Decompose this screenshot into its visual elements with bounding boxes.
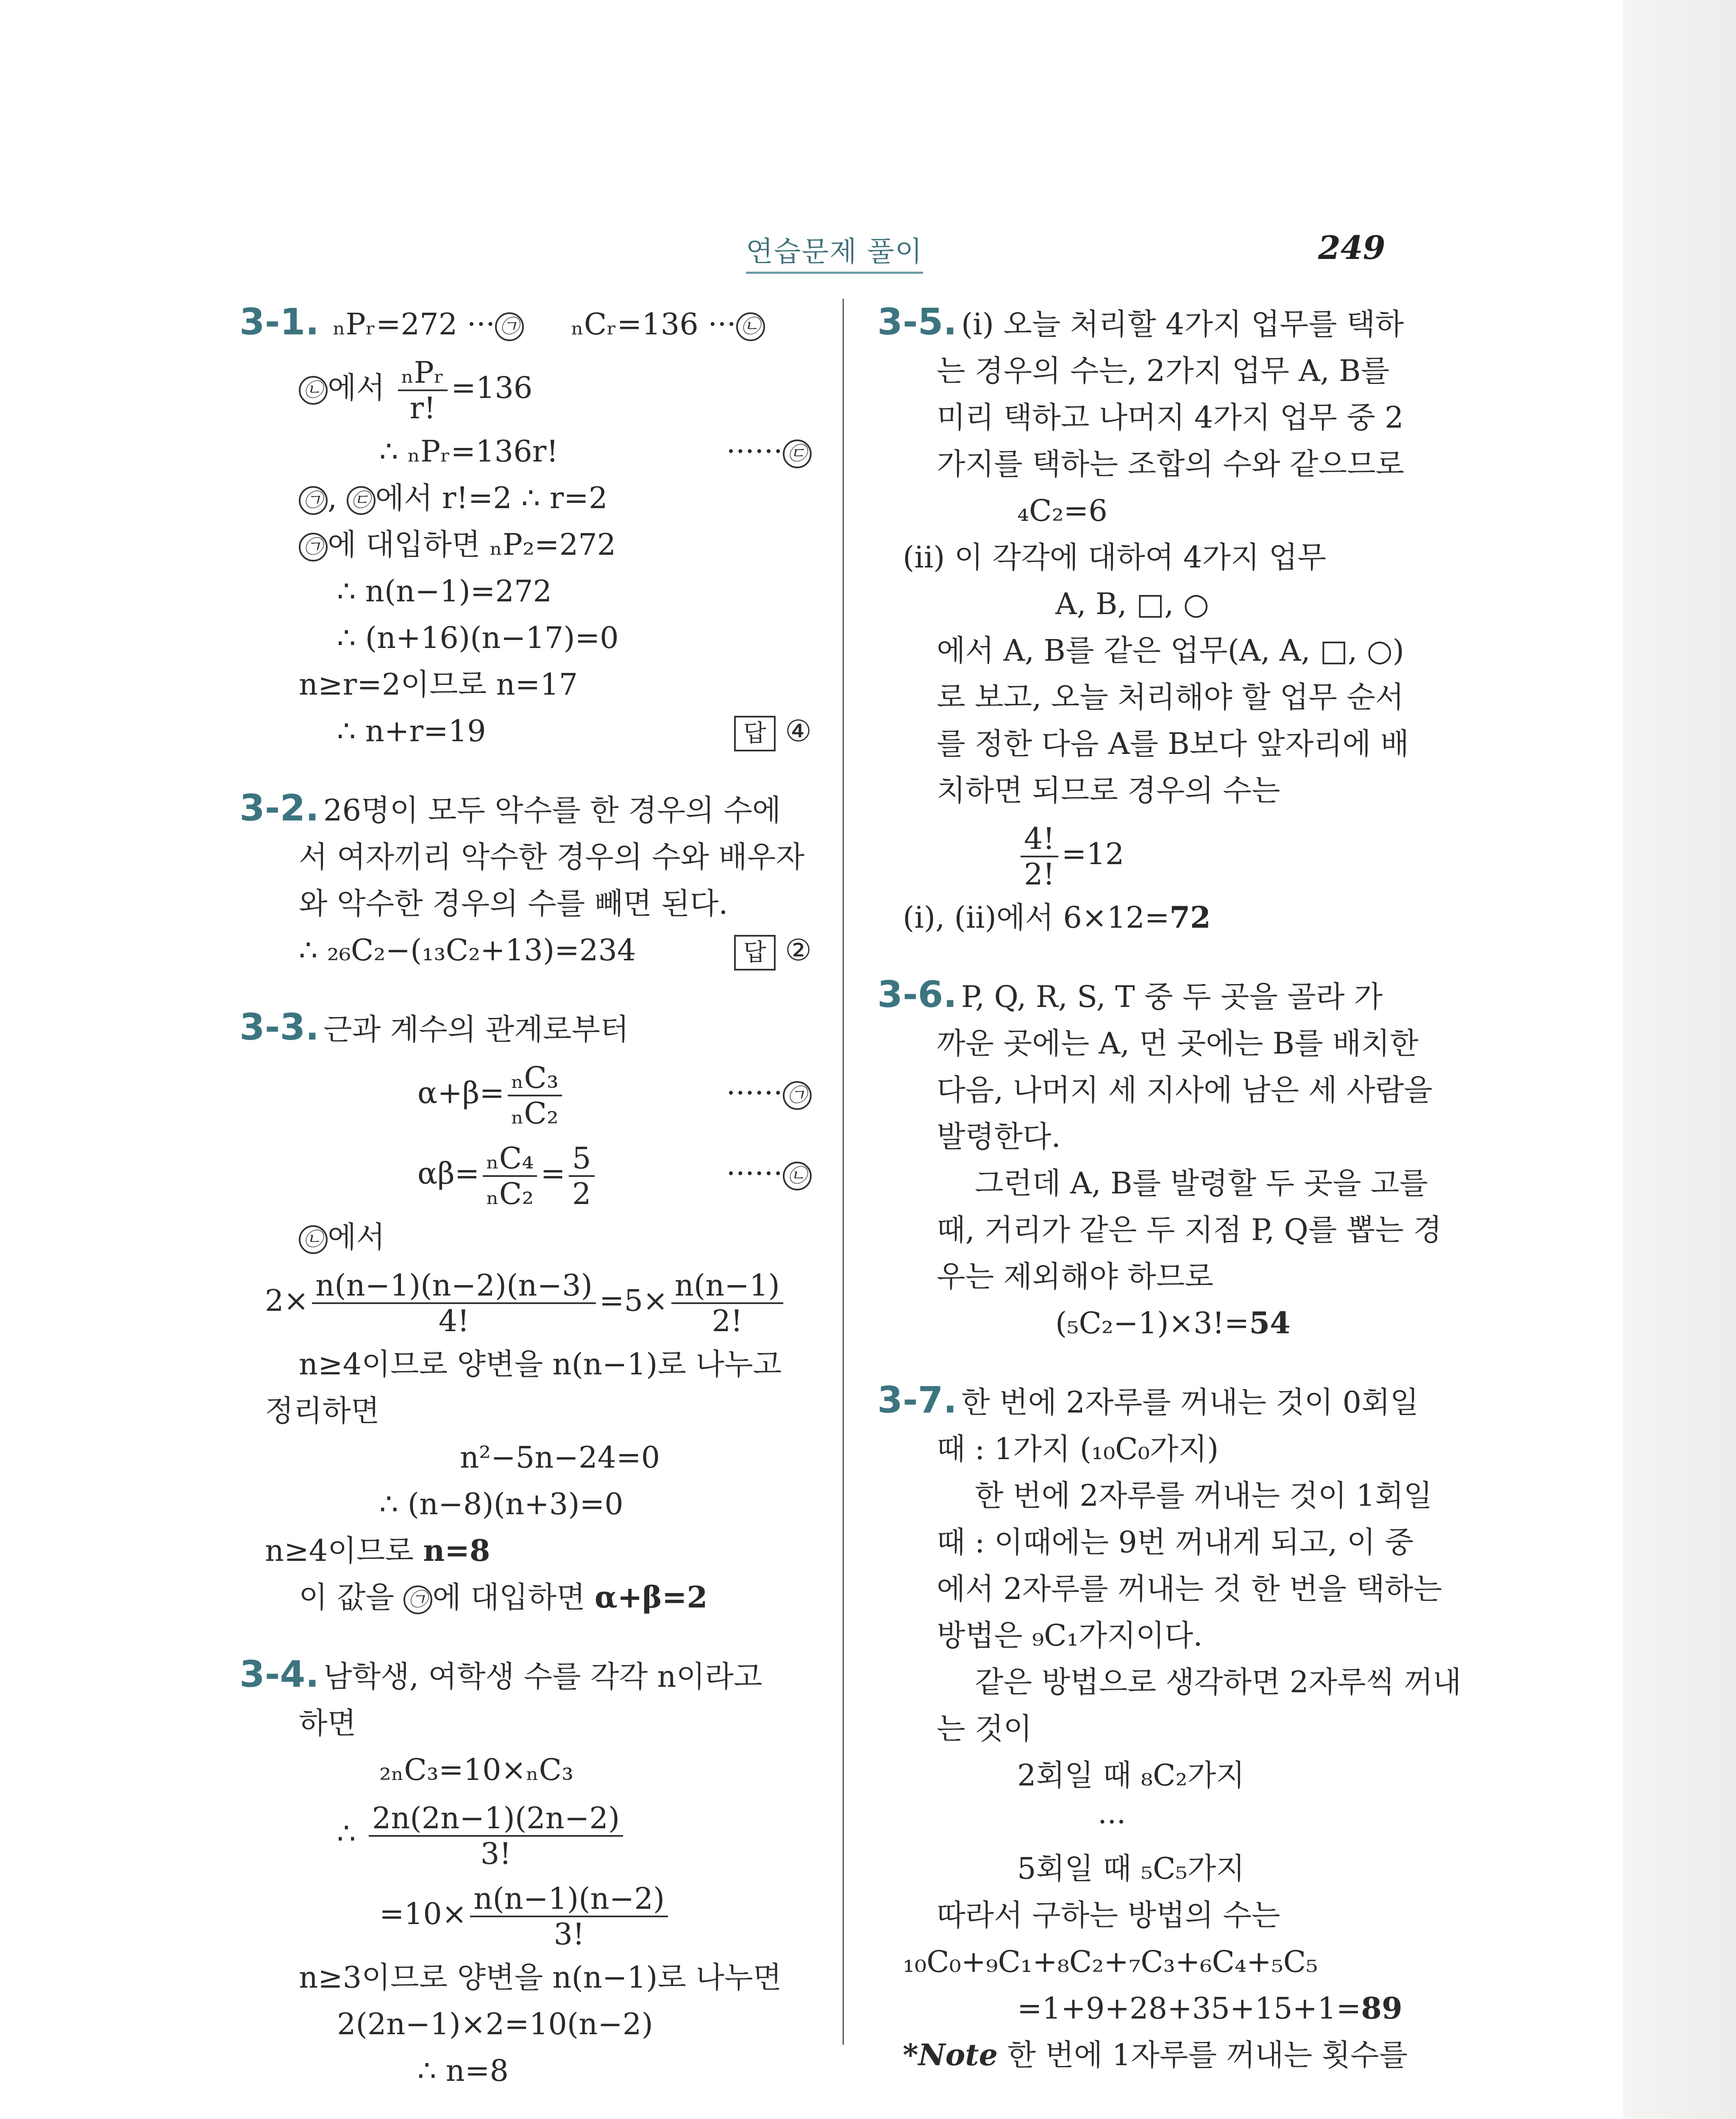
line: [877, 1985, 1471, 2032]
dots: ······: [726, 1156, 783, 1191]
right-column: [877, 299, 1471, 2109]
line: [877, 971, 1471, 1020]
line: [877, 814, 1471, 894]
fraction: [312, 1268, 596, 1338]
line: 에서 2자루를 꺼내는 것 한 번을 택하는: [937, 1571, 1442, 1606]
line: [239, 1651, 820, 1700]
problem-3-1: [239, 299, 820, 754]
fraction-denominator: 4!: [438, 1304, 470, 1338]
line: 때, 거리가 같은 두 지점 P, Q를 뽑는 경: [937, 1212, 1442, 1247]
line: 그런데 A, B를 발령할 두 곳을 고를: [975, 1166, 1428, 1201]
equation: α+β=: [417, 1076, 505, 1110]
running-head: 연습문제 풀이: [746, 229, 923, 274]
text: 이 값을: [299, 1580, 404, 1615]
fraction-numerator: ₙC₃: [508, 1061, 562, 1096]
answer-value: ④: [785, 714, 812, 748]
line: [239, 299, 820, 348]
line: 방법은 ₉C₁가지이다.: [937, 1618, 1203, 1653]
line: 와 악수한 경우의 수를 빼면 된다.: [299, 886, 728, 921]
text: (i), (ii)에서 6×12=: [903, 900, 1170, 935]
equation: =5×: [599, 1283, 668, 1318]
line: 다음, 나머지 세 지사에 남은 세 사람을: [937, 1073, 1433, 1107]
fraction: [470, 1882, 668, 1951]
equation: =1+9+28+35+15+1=: [1017, 1991, 1361, 2026]
line: 미리 택하고 나머지 4가지 업무 중 2: [937, 400, 1404, 435]
text: n≥4이므로: [265, 1533, 423, 1568]
fraction-denominator: 2!: [1024, 857, 1055, 892]
result: 89: [1361, 1991, 1402, 2026]
line: [239, 1260, 820, 1341]
fraction-numerator: ₙPᵣ: [398, 356, 448, 391]
line: [239, 1527, 820, 1574]
line: 는 것이: [937, 1711, 1032, 1746]
equation: 에 대입하면 ₙP₂=272: [328, 527, 616, 562]
text: P, Q, R, S, T 중 두 곳을 골라 가: [961, 979, 1383, 1014]
equation: αβ=: [417, 1156, 480, 1191]
text: (i) 오늘 처리할 4가지 업무를 택하: [961, 307, 1404, 342]
line: n≥4이므로 양변을 n(n−1)로 나누고: [299, 1347, 782, 1382]
equals: =: [540, 1156, 565, 1191]
problem-number: 3-2.: [239, 787, 320, 829]
circle-label-1: ㉠: [403, 1585, 432, 1614]
answer-value: ②: [785, 933, 812, 968]
line: 때 : 1가지 (₁₀C₀가지): [937, 1432, 1219, 1466]
note-line: [877, 2032, 1471, 2078]
equation: ∴ ₙPᵣ=136r!: [379, 434, 559, 469]
line: 하면: [299, 1706, 356, 1741]
line: n≥r=2이므로 n=17: [299, 667, 578, 702]
circle-label-3: ㉢: [347, 486, 376, 515]
fraction-numerator: n(n−1)(n−2)(n−3): [312, 1268, 596, 1304]
line: [239, 1874, 820, 1954]
line: [239, 927, 820, 973]
circle-label-1: ㉠: [783, 1081, 812, 1110]
circle-label-3: ㉢: [783, 439, 812, 468]
problem-3-4: [239, 1651, 820, 2094]
fraction-numerator: 5: [569, 1141, 595, 1177]
line: 2(2n−1)×2=10(n−2): [337, 2007, 653, 2041]
circle-label-2: ㉡: [299, 376, 328, 405]
text: 에서: [328, 370, 385, 405]
line: [239, 1133, 820, 1214]
line: [877, 299, 1471, 348]
fraction: [671, 1268, 783, 1338]
fraction-denominator: r!: [409, 391, 436, 425]
line: 같은 방법으로 생각하면 2자루씩 꺼내: [975, 1665, 1461, 1699]
circle-label-1: ㉠: [495, 312, 524, 341]
line: [239, 1793, 820, 1874]
problem-3-6: [877, 971, 1471, 1346]
text: ,: [328, 481, 347, 515]
fraction-denominator: 3!: [554, 1917, 585, 1952]
problem-number: 3-3.: [239, 1006, 320, 1048]
equation-label: [726, 428, 812, 475]
note-label: *Note: [903, 2037, 998, 2072]
fraction-numerator: ₙC₄: [483, 1141, 537, 1177]
line: 는 경우의 수는, 2가지 업무 A, B를: [937, 353, 1390, 388]
equation: ∴: [337, 1816, 365, 1851]
answer: [734, 927, 812, 973]
problem-number: 3-5.: [877, 301, 957, 343]
line: [239, 1214, 820, 1260]
problem-3-7: [877, 1377, 1471, 2078]
line: 따라서 구하는 방법의 수는: [937, 1898, 1280, 1933]
line: 5회일 때 ₅C₅가지: [1017, 1851, 1245, 1886]
page-edge-shade: [1623, 0, 1736, 2119]
fraction: [483, 1141, 537, 1211]
equation: =10×: [379, 1897, 467, 1931]
result: n=8: [423, 1533, 490, 1568]
problem-3-3: [239, 1004, 820, 1621]
line: [239, 475, 820, 521]
result: α+β=2: [594, 1580, 708, 1615]
line: n≥3이므로 양변을 n(n−1)로 나누면: [299, 1960, 782, 1995]
line: 치하면 되므로 경우의 수는: [937, 773, 1280, 808]
line: 발령한다.: [937, 1119, 1061, 1154]
circle-label-1: ㉠: [299, 533, 328, 562]
line: [239, 785, 820, 834]
problem-number: 3-6.: [877, 973, 957, 1016]
line: ∴ n(n−1)=272: [337, 574, 552, 609]
line: [239, 708, 820, 754]
fraction: [398, 356, 448, 425]
line: [877, 1300, 1471, 1346]
equation: ∴ n+r=19: [337, 714, 486, 748]
line: ∴ n=8: [417, 2053, 509, 2088]
page-number: 249: [1318, 229, 1385, 267]
line: 한 번에 2자루를 꺼내는 것이 1회일: [975, 1478, 1433, 1513]
note-text: 한 번에 1자루를 꺼내는 횟수를: [998, 2038, 1408, 2072]
fraction-denominator: 2!: [712, 1304, 743, 1338]
circle-label-2: ㉡: [783, 1162, 812, 1190]
problem-number: 3-4.: [239, 1653, 320, 1696]
equation: 에서 r!=2 ∴ r=2: [375, 481, 608, 515]
fraction-denominator: 2: [572, 1176, 591, 1211]
left-column: [239, 299, 820, 2119]
line: ∴ (n+16)(n−17)=0: [337, 620, 619, 655]
fraction-numerator: n(n−1)(n−2): [470, 1882, 668, 1917]
line: ₂ₙC₃=10×ₙC₃: [379, 1752, 574, 1787]
equation: ∴ ₂₆C₂−(₁₃C₂+13)=234: [299, 933, 636, 968]
result: 72: [1169, 900, 1211, 935]
line: [239, 521, 820, 568]
text: 에서: [328, 1220, 385, 1254]
line: [239, 1004, 820, 1053]
equation: ₙCᵣ=136 ···: [571, 307, 736, 342]
circle-label-2: ㉡: [736, 312, 765, 341]
equation: =136: [451, 370, 533, 405]
line: [877, 1377, 1471, 1426]
line: ₄C₂=6: [1017, 493, 1107, 528]
line: [239, 348, 820, 428]
column-divider: [843, 299, 844, 2045]
line: 까운 곳에는 A, 먼 곳에는 B를 배치한: [937, 1026, 1419, 1061]
problem-number: 3-1.: [239, 301, 320, 343]
fraction-denominator: 3!: [480, 1836, 512, 1871]
line: ₁₀C₀+₉C₁+₈C₂+₇C₃+₆C₄+₅C₅: [903, 1944, 1318, 1979]
dots: ······: [726, 434, 783, 469]
line: 때 : 이때에는 9번 꺼내게 되고, 이 중: [937, 1525, 1414, 1560]
equation: (₅C₂−1)×3!=: [1055, 1306, 1249, 1340]
text: 26명이 모두 악수를 한 경우의 수에: [323, 793, 781, 828]
text: 남학생, 여학생 수를 각각 n이라고: [323, 1659, 762, 1694]
circle-label-1: ㉠: [299, 486, 328, 515]
line: [239, 428, 820, 475]
dots: ······: [726, 1076, 783, 1110]
line: 로 보고, 오늘 처리해야 할 업무 순서: [937, 680, 1404, 715]
line: A, B, □, ○: [1055, 587, 1209, 621]
line: [239, 1053, 820, 1133]
line: 서 여자끼리 악수한 경우의 수와 배우자: [299, 840, 805, 874]
line: 가지를 택하는 조합의 수와 같으므로: [937, 447, 1405, 481]
fraction-numerator: n(n−1): [671, 1268, 783, 1304]
fraction: [569, 1141, 595, 1211]
fraction-numerator: 2n(2n−1)(2n−2): [369, 1801, 623, 1837]
result: 54: [1249, 1305, 1291, 1340]
fraction: [369, 1801, 623, 1871]
answer-label: 답: [734, 716, 776, 751]
text: 에 대입하면: [432, 1580, 595, 1615]
equation-label: [726, 1053, 812, 1133]
line: 를 정한 다음 A를 B보다 앞자리에 배: [937, 726, 1409, 761]
line: 정리하면: [265, 1393, 380, 1428]
line: 2회일 때 ₈C₂가지: [1017, 1758, 1245, 1793]
circle-label-2: ㉡: [299, 1225, 328, 1254]
answer: [734, 708, 812, 754]
equation-label: [726, 1133, 812, 1214]
line: 에서 A, B를 같은 업무(A, A, □, ○): [937, 633, 1405, 668]
equation: 2×: [265, 1283, 309, 1318]
fraction: [508, 1061, 562, 1130]
answer-label: 답: [734, 935, 776, 971]
problem-3-5: [877, 299, 1471, 941]
text: 근과 계수의 관계로부터: [323, 1012, 629, 1047]
line: (ii) 이 각각에 대하여 4가지 업무: [903, 540, 1327, 575]
line: [877, 894, 1471, 941]
line: 우는 제외해야 하므로: [937, 1259, 1214, 1294]
text: 한 번에 2자루를 꺼내는 것이 0회일: [961, 1385, 1419, 1420]
fraction-numerator: 4!: [1021, 822, 1058, 857]
line: ···: [1098, 1805, 1126, 1839]
equation: ₙPᵣ=272 ···: [333, 307, 495, 342]
equation: =12: [1061, 837, 1124, 871]
fraction-denominator: ₙC₂: [486, 1176, 534, 1211]
line: ∴ (n−8)(n+3)=0: [379, 1487, 623, 1521]
line: n²−5n−24=0: [460, 1440, 660, 1475]
fraction-denominator: ₙC₂: [511, 1096, 559, 1131]
problem-3-2: [239, 785, 820, 973]
line: [239, 1574, 820, 1621]
problem-number: 3-7.: [877, 1379, 957, 1421]
fraction: [1021, 822, 1058, 891]
